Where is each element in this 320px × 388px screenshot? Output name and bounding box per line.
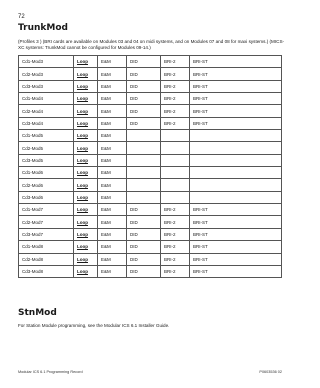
stnmod-note: For Station Module programming, see the Modular ICS 6.1 Installer Guide. [18, 323, 170, 328]
option-cell: E&M [98, 228, 127, 240]
table-row [19, 93, 282, 105]
option-cell: E&M [98, 68, 127, 80]
option-cell: BRI-2 [161, 228, 190, 240]
table-row [19, 265, 282, 277]
loop-cell: Loop [74, 117, 98, 129]
option-cell: BRI-2 [161, 93, 190, 105]
option-cell: E&M [98, 241, 127, 253]
option-cell: DID [127, 253, 161, 265]
intro-text: (Profiles 3 ) (BRI cards are available on Modules 03 and 04 on midi systems, and on Modules 07 and 08 for maxi systems.) (MICS-XC systems: TrunkMod cannot be configured for Modules 09-14.) [18, 39, 285, 50]
option-cell: BRI-ST [190, 241, 282, 253]
table-row [19, 130, 282, 142]
option-cell: BRI-2 [161, 80, 190, 92]
option-cell [161, 154, 190, 166]
page-number: 72 [18, 14, 25, 20]
table-row [19, 204, 282, 216]
option-cell: BRI-2 [161, 204, 190, 216]
option-cell [190, 142, 282, 154]
loop-cell: Loop [74, 228, 98, 240]
option-cell: DID [127, 93, 161, 105]
option-cell: E&M [98, 253, 127, 265]
loop-cell: Loop [74, 179, 98, 191]
option-cell: BRI-2 [161, 265, 190, 277]
option-cell: DID [127, 68, 161, 80]
loop-cell: Loop [74, 167, 98, 179]
option-cell [127, 154, 161, 166]
option-cell: E&M [98, 142, 127, 154]
card-module-cell: Cd1-Mod7 [19, 204, 74, 216]
loop-cell: Loop [74, 216, 98, 228]
table-row [19, 253, 282, 265]
option-cell: E&M [98, 105, 127, 117]
card-module-cell: Cd2-Mod6 [19, 179, 74, 191]
table-row [19, 105, 282, 117]
card-module-cell: Cd3-Mod3 [19, 80, 74, 92]
option-cell: DID [127, 204, 161, 216]
option-cell: BRI-ST [190, 216, 282, 228]
option-cell [190, 191, 282, 203]
card-module-cell: Cd2-Mod8 [19, 253, 74, 265]
loop-cell: Loop [74, 142, 98, 154]
card-module-cell: Cd1-Mod4 [19, 93, 74, 105]
option-cell: E&M [98, 191, 127, 203]
table-row [19, 56, 282, 68]
option-cell: E&M [98, 204, 127, 216]
option-cell [127, 130, 161, 142]
table-row [19, 80, 282, 92]
option-cell [190, 167, 282, 179]
option-cell: E&M [98, 117, 127, 129]
option-cell: DID [127, 216, 161, 228]
loop-cell: Loop [74, 105, 98, 117]
option-cell: BRI-ST [190, 253, 282, 265]
card-module-cell: Cd1-Mod8 [19, 241, 74, 253]
option-cell: BRI-2 [161, 117, 190, 129]
option-cell: DID [127, 56, 161, 68]
option-cell: DID [127, 265, 161, 277]
loop-cell: Loop [74, 241, 98, 253]
option-cell [161, 179, 190, 191]
option-cell: BRI-2 [161, 216, 190, 228]
table-row [19, 117, 282, 129]
option-cell [161, 130, 190, 142]
loop-cell: Loop [74, 204, 98, 216]
table-row [19, 167, 282, 179]
card-module-cell: Cd1-Mod3 [19, 56, 74, 68]
option-cell: BRI-2 [161, 105, 190, 117]
option-cell: E&M [98, 130, 127, 142]
option-cell [161, 167, 190, 179]
option-cell: BRI-ST [190, 105, 282, 117]
table-row [19, 154, 282, 166]
card-module-cell: Cd2-Mod7 [19, 216, 74, 228]
table-row [19, 241, 282, 253]
card-module-cell: Cd3-Mod8 [19, 265, 74, 277]
table-row [19, 191, 282, 203]
option-cell [127, 142, 161, 154]
option-cell: BRI-2 [161, 253, 190, 265]
card-module-cell: Cd2-Mod3 [19, 68, 74, 80]
footer-right: P0603536 02 [259, 370, 282, 374]
option-cell: BRI-ST [190, 228, 282, 240]
option-cell: BRI-ST [190, 93, 282, 105]
option-cell: E&M [98, 179, 127, 191]
section-title-trunkmod: TrunkMod [18, 23, 68, 33]
option-cell [161, 191, 190, 203]
card-module-cell: Cd1-Mod5 [19, 130, 74, 142]
loop-cell: Loop [74, 68, 98, 80]
option-cell: E&M [98, 93, 127, 105]
card-module-cell: Cd3-Mod4 [19, 117, 74, 129]
option-cell: DID [127, 117, 161, 129]
loop-cell: Loop [74, 56, 98, 68]
footer-left: Modular ICS 6.1 Programming Record [18, 370, 83, 374]
loop-cell: Loop [74, 253, 98, 265]
option-cell: DID [127, 105, 161, 117]
table-row [19, 228, 282, 240]
card-module-cell: Cd2-Mod5 [19, 142, 74, 154]
loop-cell: Loop [74, 130, 98, 142]
option-cell: BRI-2 [161, 241, 190, 253]
option-cell: BRI-ST [190, 56, 282, 68]
loop-cell: Loop [74, 265, 98, 277]
option-cell: DID [127, 228, 161, 240]
table-row [19, 179, 282, 191]
option-cell: BRI-2 [161, 68, 190, 80]
option-cell: E&M [98, 167, 127, 179]
option-cell [161, 142, 190, 154]
option-cell: DID [127, 241, 161, 253]
option-cell: BRI-ST [190, 117, 282, 129]
option-cell: BRI-2 [161, 56, 190, 68]
option-cell [190, 130, 282, 142]
option-cell: E&M [98, 154, 127, 166]
option-cell [127, 191, 161, 203]
option-cell [127, 167, 161, 179]
table-row [19, 142, 282, 154]
option-cell: E&M [98, 265, 127, 277]
option-cell: DID [127, 80, 161, 92]
card-module-cell: Cd3-Mod6 [19, 191, 74, 203]
table-row [19, 216, 282, 228]
card-module-cell: Cd3-Mod5 [19, 154, 74, 166]
card-module-cell: Cd2-Mod4 [19, 105, 74, 117]
card-module-cell: Cd1-Mod6 [19, 167, 74, 179]
option-cell: E&M [98, 56, 127, 68]
option-cell [127, 179, 161, 191]
option-cell: BRI-ST [190, 265, 282, 277]
option-cell [190, 154, 282, 166]
option-cell: BRI-ST [190, 80, 282, 92]
loop-cell: Loop [74, 80, 98, 92]
loop-cell: Loop [74, 93, 98, 105]
option-cell: E&M [98, 216, 127, 228]
option-cell: BRI-ST [190, 204, 282, 216]
card-module-cell: Cd3-Mod7 [19, 228, 74, 240]
option-cell: E&M [98, 80, 127, 92]
loop-cell: Loop [74, 154, 98, 166]
section-title-stnmod: StnMod [18, 308, 57, 318]
trunkmod-table [18, 55, 282, 278]
loop-cell: Loop [74, 191, 98, 203]
table-row [19, 68, 282, 80]
option-cell: BRI-ST [190, 68, 282, 80]
option-cell [190, 179, 282, 191]
